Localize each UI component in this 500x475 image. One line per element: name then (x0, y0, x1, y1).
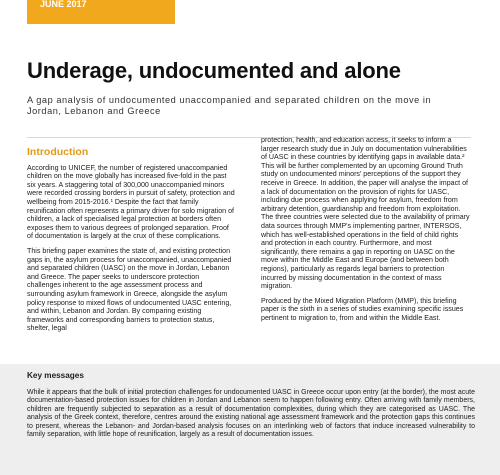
publication-date: JUNE 2017 (40, 0, 87, 9)
key-messages-text: While it appears that the bulk of initial protection challenges for undocumented UASC in Greece occur upon entry (at the border), the most acute documentation-based protection issues for children in Jordan and Lebanon seem to happen following entry. Often arriving with family members, children are frequently subjected to separation as a result of documentation complexities, during which they are categorised as UASC. The analysis of the Greek context, therefore, centres around the existing national age assessment framework and the protection gaps this continues to present, whereas the Lebanon- and Jordan-based analysis focuses on an interlinking web of factors that induce increased vulnerability to family separation, with little hope of reunification, largely as a result of documentation issues. (27, 389, 475, 439)
paragraph: protection, health, and education access, it seeks to inform a larger research study due in July on documentation vulnerabilities of UASC in these countries by identifying gaps in available data.² This will be further complemented by an upcoming Ground Truth study on undocumented minors' perceptions of the support they receive in Greece. In addition, the paper will analyse the impact of a lack of documentation on the provision of rights for UASC, including due process when applying for asylum, freedom from arbitrary detention, guardianship and freedom from exploitation. The three countries were selected due to the availability of primary data sources through MMP's implementing partner, INTERSOS, which has well-established operations in the field of child rights and protection in each country. Furthermore, and most significantly, there remains a gap in reporting on UASC on the move within the Middle East and Europe (and between both regions), particularly as regards legal barriers to protection incurred by missing documentation in the context of mass migration. (261, 136, 470, 291)
left-column (27, 148, 235, 339)
document-subtitle: A gap analysis of undocumented unaccompanied and separated children on the move in Jordan, Lebanon and Greece (27, 95, 432, 116)
document-title: Underage, undocumented and alone (27, 58, 401, 83)
right-column (261, 136, 471, 328)
introduction-heading: Introduction (27, 146, 89, 158)
key-messages-box (0, 364, 500, 475)
paragraph: According to UNICEF, the number of registered unaccompanied children on the move globally has increased five-fold in the past six years. A staggering total of 300,000 unaccompanied minors were recorded crossing borders in pursuit of safety, protection and wellbeing from 2015-2016.¹ Despite the fact that family reunification often represents a primary driver for solo migration of children, a lack of specialised legal protection at borders often exposes them to various degrees of prolonged separation. Proof of documentation is largely at the crux of these complications. (27, 163, 235, 241)
key-messages-heading: Key messages (27, 371, 84, 380)
paragraph: Produced by the Mixed Migration Platform (MMP), this briefing paper is the sixth in a series of studies examining specific issues pertinent to migration to, from and within the Middle East. (261, 296, 464, 322)
date-tab (27, 0, 175, 24)
paragraph: This briefing paper examines the state of, and existing protection gaps in, the asylum process for unaccompanied, unaccompanied and separated children (UASC) on the move in Jordan, Lebanon and Greece. The paper seeks to underscore protection challenges inherent to the age assessment process and surrounding asylum framework in Greece, alongside the asylum policy response to mixed flows of undocumented UASC entering, and within, Lebanon and Jordan. By comparing existing frameworks and corresponding barriers to protection status, shelter, legal (27, 246, 232, 333)
